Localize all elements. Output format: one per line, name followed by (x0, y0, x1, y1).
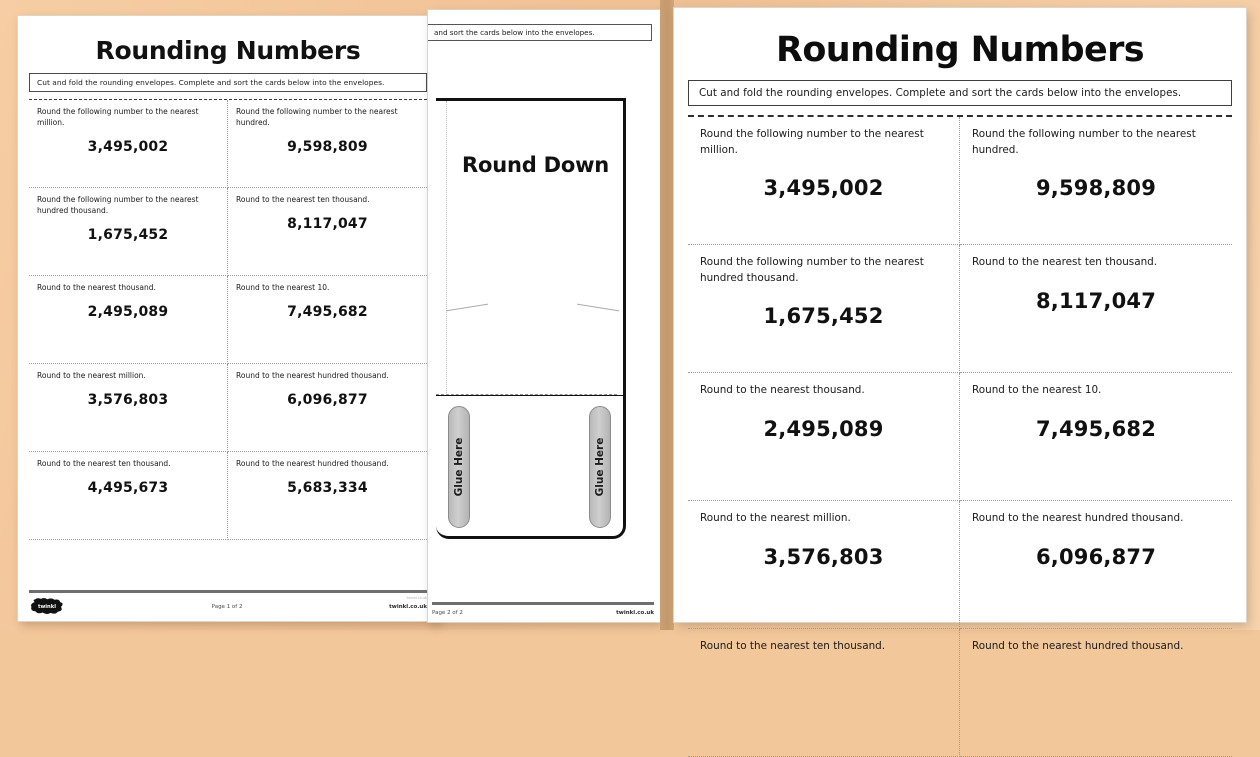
envelope-fold-line (436, 101, 447, 395)
footer-tiny-note: twinkl.co.uk (406, 596, 427, 600)
envelope-label: Round Down (462, 153, 610, 177)
card-prompt: Round to the nearest 10. (972, 384, 1102, 396)
card-prompt: Round to the nearest hundred thousand. (236, 371, 389, 380)
card (688, 373, 960, 501)
page-title: Rounding Numbers (95, 36, 361, 65)
card (29, 452, 228, 540)
envelope-page-footer (432, 602, 654, 616)
card-number: 3,576,803 (87, 391, 169, 408)
card-prompt: Round to the nearest ten thousand. (236, 195, 370, 204)
card (29, 100, 228, 188)
card (960, 245, 1232, 373)
card-grid (29, 100, 427, 540)
card-number: 5,683,334 (287, 479, 368, 496)
card (228, 276, 427, 364)
flap-fold-line (436, 394, 617, 395)
preview-card-grid (688, 117, 1232, 757)
card (960, 117, 1232, 245)
twinkl-logo-icon (29, 598, 65, 615)
card-prompt: Round the following number to the nearest hundred thousand. (37, 195, 199, 215)
glue-tab-left-label: Glue Here (453, 437, 465, 497)
card (228, 188, 427, 276)
envelope-body (436, 98, 626, 398)
glue-tab-left (448, 406, 470, 528)
card (29, 364, 228, 452)
footer-page-number: Page 2 of 2 (432, 610, 463, 616)
preview-page-title: Rounding Numbers (775, 30, 1144, 70)
card-prompt: Round to the nearest million. (37, 371, 146, 380)
envelope-glue-flap (436, 396, 626, 539)
card-prompt: Round to the nearest hundred thousand. (972, 512, 1184, 524)
card-prompt: Round the following number to the nearest hundred. (972, 128, 1196, 156)
footer-page-number: Page 1 of 2 (211, 603, 243, 610)
glue-tab-right-label: Glue Here (594, 437, 606, 497)
card (29, 188, 228, 276)
card-prompt: Round the following number to the nearest million. (37, 107, 199, 127)
card-prompt: Round the following number to the nearest hundred thousand. (700, 256, 924, 284)
card (228, 100, 427, 188)
card-prompt: Round to the nearest ten thousand. (37, 459, 171, 468)
card-prompt: Round the following number to the nearest million. (700, 128, 924, 156)
envelope-notch-right (577, 304, 619, 329)
card-prompt: Round to the nearest million. (700, 512, 851, 524)
card (228, 452, 427, 540)
card-prompt: Round to the nearest ten thousand. (700, 640, 886, 652)
card (960, 373, 1232, 501)
card-number: 8,117,047 (1035, 288, 1157, 313)
card-prompt: Round to the nearest 10. (236, 283, 330, 292)
card-number: 3,495,002 (763, 176, 884, 201)
card-prompt: Round the following number to the nearest hundred. (236, 107, 398, 127)
card-number: 6,096,877 (287, 391, 368, 408)
card-number: 4,495,673 (87, 479, 169, 496)
card-number: 3,576,803 (763, 544, 884, 569)
card-prompt: Round to the nearest thousand. (37, 283, 156, 292)
card-number: 7,495,682 (287, 303, 368, 320)
card-number: 2,495,089 (763, 416, 884, 441)
card (688, 501, 960, 629)
card (228, 364, 427, 452)
svg-text:twinkl: twinkl (38, 604, 56, 611)
footer-url: twinkl.co.uk (389, 603, 427, 610)
envelope-instruction-fragment: and sort the cards below into the envelopes. (428, 24, 652, 41)
card-number: 6,096,877 (1035, 544, 1157, 569)
card (960, 501, 1232, 629)
background-separator (660, 0, 674, 630)
envelope-notch-left (446, 304, 488, 329)
card-number: 8,117,047 (287, 215, 368, 232)
page-footer (29, 590, 427, 615)
card-prompt: Round to the nearest hundred thousand. (236, 459, 389, 468)
card-number: 1,675,452 (87, 226, 169, 243)
card-prompt: Round to the nearest hundred thousand. (972, 640, 1184, 652)
instruction-box: Cut and fold the rounding envelopes. Complete and sort the cards below into the envelopes. (29, 73, 427, 92)
envelope-template-page (428, 10, 660, 622)
card (688, 245, 960, 373)
card-number: 3,495,002 (87, 138, 169, 155)
card-number: 7,495,682 (1035, 416, 1157, 441)
worksheet-page-left (18, 16, 438, 621)
card-prompt: Round to the nearest thousand. (700, 384, 865, 396)
glue-tab-right (589, 406, 611, 528)
preview-instruction-box: Cut and fold the rounding envelopes. Complete and sort the cards below into the envelopes. (688, 80, 1232, 106)
card-number: 1,675,452 (763, 304, 884, 329)
card-number: 2,495,089 (87, 303, 169, 320)
card (960, 629, 1232, 757)
footer-url: twinkl.co.uk (616, 610, 654, 616)
preview-content (674, 8, 1246, 757)
card-number: 9,598,809 (1035, 176, 1157, 201)
card (688, 629, 960, 757)
worksheet-content (18, 16, 438, 540)
card (29, 276, 228, 364)
card-prompt: Round to the nearest ten thousand. (972, 256, 1158, 268)
card-number: 9,598,809 (287, 138, 368, 155)
card (688, 117, 960, 245)
worksheet-page-right-preview (674, 8, 1246, 652)
